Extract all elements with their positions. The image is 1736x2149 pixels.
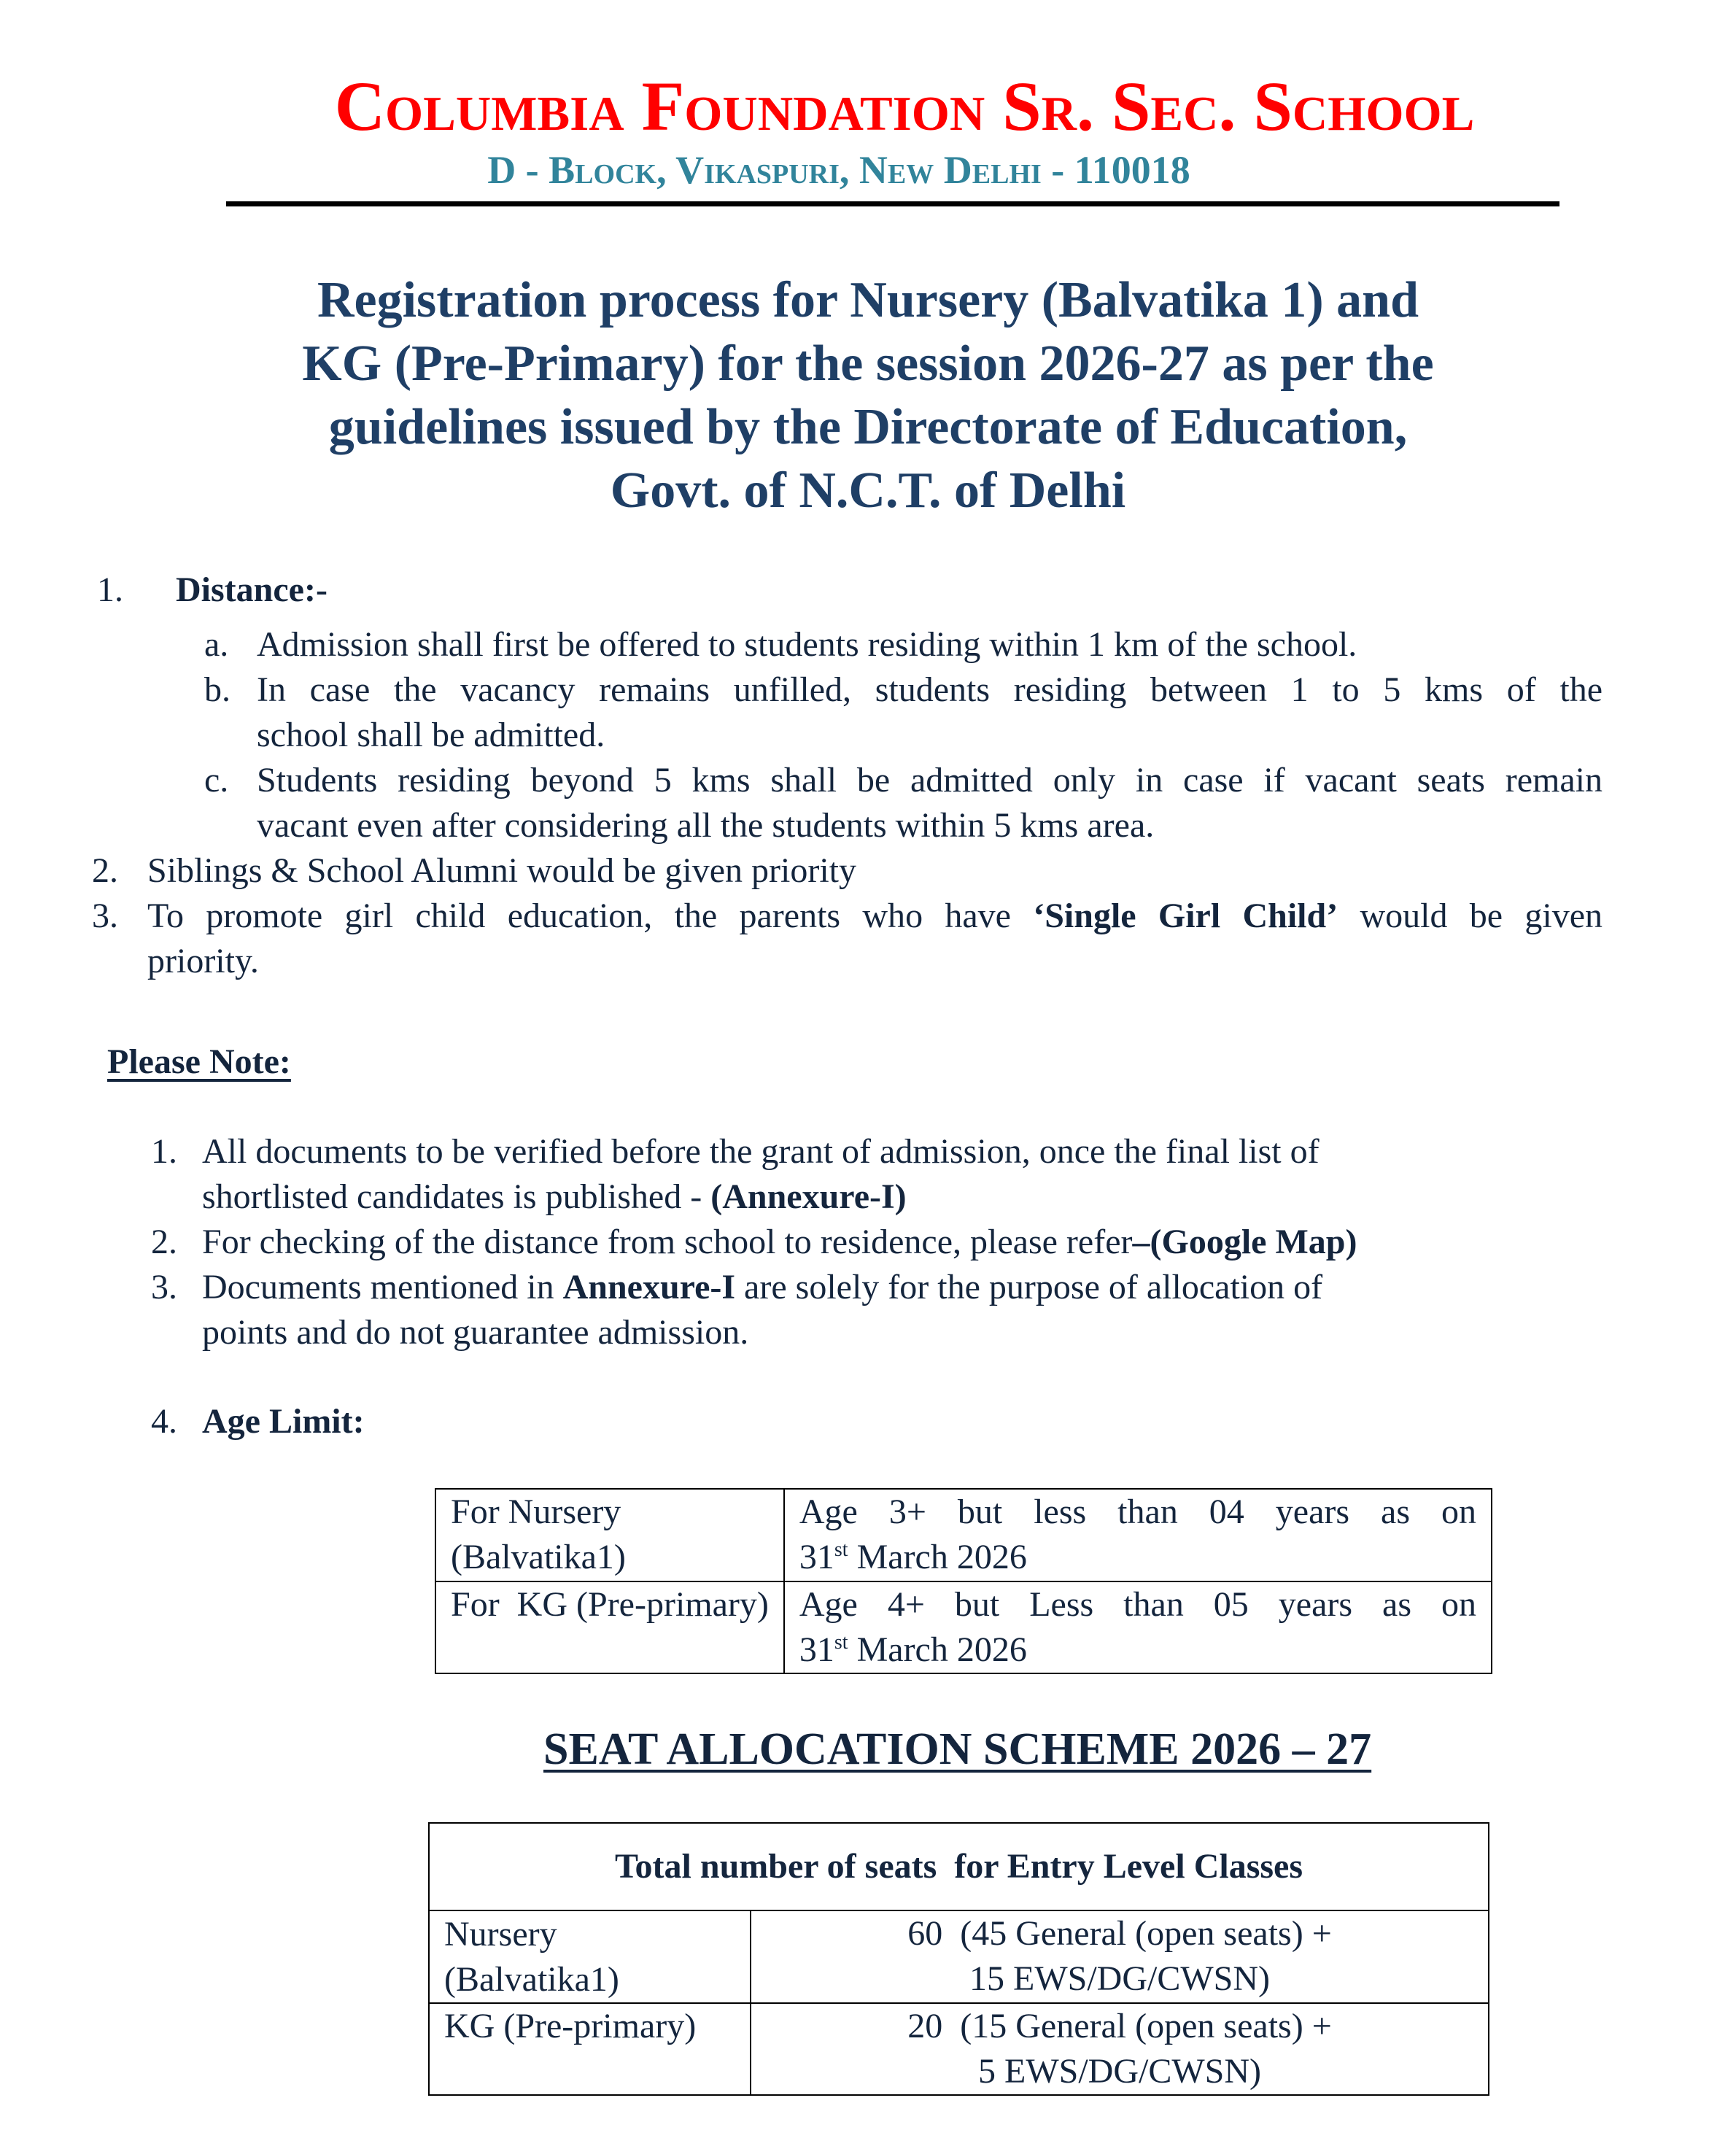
seats-cell xyxy=(751,2003,1489,2095)
age-text: Age 4+ but Less than 05 years as on xyxy=(799,1585,1476,1624)
age-text: Age 3+ but less than 04 years as on xyxy=(799,1492,1476,1531)
seats-line: 15 EWS/DG/CWSN) xyxy=(969,1959,1270,1998)
date-suffix: st xyxy=(834,1631,848,1654)
school-name: Columbia Foundation Sr. Sec. School xyxy=(334,67,1475,145)
subitem-text: Students residing beyond 5 kms shall be admitted only in case if vacant seats remain xyxy=(257,761,1603,799)
subitem-text: Admission shall first be offered to students residing within 1 km of the school. xyxy=(257,625,1357,664)
text-run: To promote girl child education, the parents who have xyxy=(147,897,1034,935)
criteria-number: 3. xyxy=(92,897,118,935)
seats-line: 5 EWS/DG/CWSN) xyxy=(978,2052,1261,2091)
note-text xyxy=(202,1220,1357,1265)
title-line: Govt. of N.C.T. of Delhi xyxy=(610,462,1126,519)
please-note-heading: Please Note: xyxy=(107,1042,291,1081)
criteria-text-cont: priority. xyxy=(147,942,259,980)
date-day: 31 xyxy=(799,1538,834,1576)
table-row xyxy=(429,1910,1489,2003)
header-divider xyxy=(226,201,1559,206)
seats-cell xyxy=(751,1910,1489,2003)
date-rest: March 2026 xyxy=(848,1538,1027,1576)
single-girl-child-emphasis: ‘Single Girl Child’ xyxy=(1033,897,1338,935)
date-day: 31 xyxy=(799,1630,834,1669)
annexure-reference: Annexure-I xyxy=(562,1268,736,1306)
age-cell xyxy=(784,1581,1492,1673)
subitem-marker: b. xyxy=(204,670,230,709)
criteria-number: 1. xyxy=(97,570,123,609)
title-line: KG (Pre-Primary) for the session 2026-27 as per the xyxy=(302,336,1434,392)
annexure-link[interactable]: (Annexure-I) xyxy=(710,1177,907,1216)
age-date xyxy=(799,1627,1476,1673)
criteria-label-distance: Distance:- xyxy=(176,570,328,609)
document-title xyxy=(212,268,1524,522)
note-number: 4. xyxy=(151,1402,177,1441)
subitem-marker: a. xyxy=(204,625,229,664)
title-line: Registration process for Nursery (Balvatika 1) and xyxy=(317,272,1419,328)
table-row xyxy=(435,1489,1492,1581)
table-header-cell: Total number of seats for Entry Level Classes xyxy=(429,1823,1489,1910)
seats-line: 20 (15 General (open seats) + xyxy=(907,2007,1332,2045)
text-run: For checking of the distance from school to residence, please refer xyxy=(202,1223,1133,1261)
note-text xyxy=(202,1265,1322,1310)
class-cell: Nursery (Balvatika1) xyxy=(429,1910,751,2003)
text-run: shortlisted candidates is published - xyxy=(202,1177,711,1216)
table-header-row xyxy=(429,1823,1489,1910)
criteria-text-siblings: Siblings & School Alumni would be given priority xyxy=(147,851,856,890)
text-run: would be given xyxy=(1338,897,1603,935)
subitem-text: In case the vacancy remains unfilled, students residing between 1 to 5 kms of the xyxy=(257,670,1603,709)
criteria-number: 2. xyxy=(92,851,118,890)
seat-allocation-table xyxy=(428,1822,1489,2096)
subitem-marker: c. xyxy=(204,761,229,799)
age-limit-table xyxy=(435,1488,1492,1674)
text-run: are solely for the purpose of allocation of xyxy=(735,1268,1323,1306)
subitem-text-cont: school shall be admitted. xyxy=(257,716,605,754)
note-number: 2. xyxy=(151,1223,177,1261)
age-cell xyxy=(784,1489,1492,1581)
table-row xyxy=(435,1581,1492,1673)
note-number: 3. xyxy=(151,1268,177,1306)
class-cell: For Nursery (Balvatika1) xyxy=(435,1489,784,1581)
note-number: 1. xyxy=(151,1132,177,1171)
note-text: All documents to be verified before the grant of admission, once the final list of xyxy=(202,1132,1320,1171)
date-suffix: st xyxy=(834,1538,848,1561)
subitem-text-cont: vacant even after considering all the students within 5 kms area. xyxy=(257,806,1155,845)
school-address: D - Block, Vikaspuri, New Delhi - 110018 xyxy=(487,148,1190,192)
class-cell: KG (Pre-primary) xyxy=(429,2003,751,2095)
age-date xyxy=(799,1535,1476,1580)
date-rest: March 2026 xyxy=(848,1630,1027,1669)
class-cell: For KG (Pre-primary) xyxy=(435,1581,784,1673)
text-run: Documents mentioned in xyxy=(202,1268,563,1306)
title-line: guidelines issued by the Directorate of Education, xyxy=(328,399,1408,455)
note-text-cont: points and do not guarantee admission. xyxy=(202,1313,749,1352)
table-row xyxy=(429,2003,1489,2095)
criteria-text-girl-child xyxy=(147,894,1603,939)
age-limit-label: Age Limit: xyxy=(202,1402,365,1441)
google-map-link[interactable]: –(Google Map) xyxy=(1132,1223,1357,1261)
note-text-cont xyxy=(202,1174,907,1220)
seats-line: 60 (45 General (open seats) + xyxy=(907,1914,1332,1953)
seat-allocation-heading: SEAT ALLOCATION SCHEME 2026 – 27 xyxy=(543,1724,1372,1774)
